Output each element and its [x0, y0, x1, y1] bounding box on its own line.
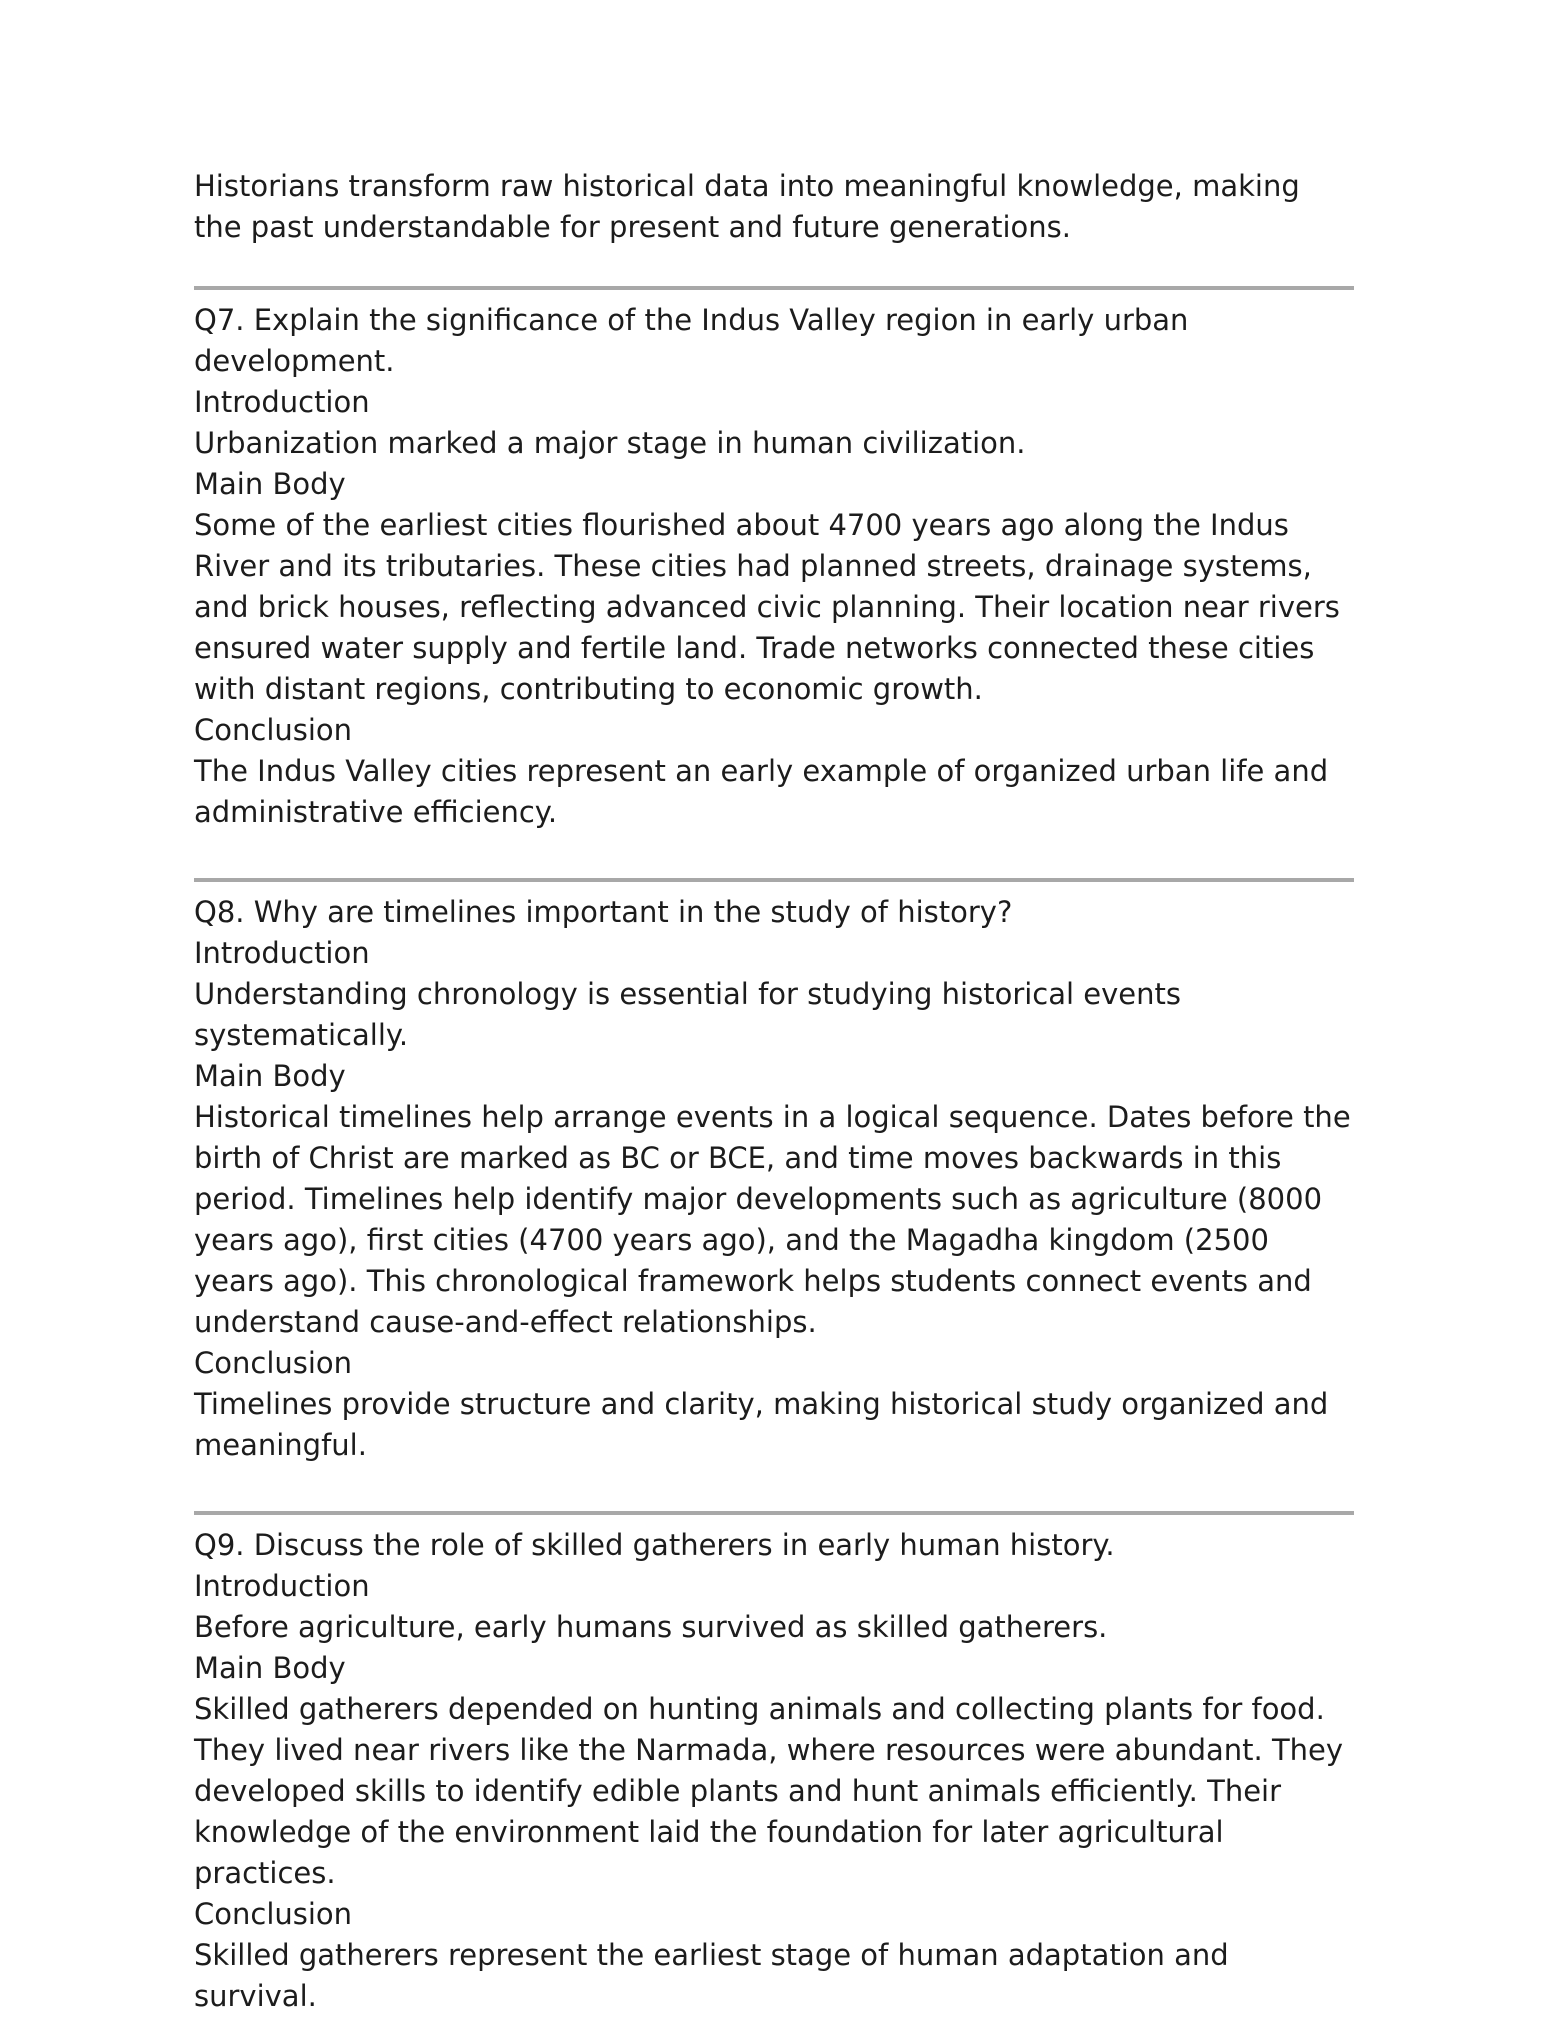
main-body-text: Some of the earliest cities flourished about 4700 years ago along the Indus River and its tributaries. These cities had planned streets, drainage systems, and brick houses, reflecting advanced civic planning. Their location near rivers ensured water supply and fertile land. Trade networks connected these cities with distant regions, contributing to economic growth.: [194, 508, 1340, 706]
question-title: Q9. Discuss the role of skilled gatherers in early human history.: [194, 1528, 1115, 1562]
question-block-q9: [194, 1525, 1354, 2017]
main-body-text: Skilled gatherers depended on hunting animals and collecting plants for food. They lived near rivers like the Narmada, where resources were abundant. They developed skills to identify edible plants and hunt animals efficiently. Their knowledge of the environment laid the foundation for later agricultural practices.: [194, 1692, 1344, 1890]
conclusion-text: Timelines provide structure and clarity, making historical study organized and meaningful.: [194, 1387, 1329, 1462]
section-divider: [194, 878, 1354, 882]
introduction-text: Understanding chronology is essential for studying historical events systematically.: [194, 977, 1182, 1052]
intro-paragraph: Historians transform raw historical data into meaningful knowledge, making the past understandable for present and future generations.: [194, 169, 1300, 244]
question-title: Q8. Why are timelines important in the study of history?: [194, 895, 1013, 929]
introduction-heading: Introduction: [194, 1569, 370, 1603]
section-divider: [194, 286, 1354, 290]
introduction-heading: Introduction: [194, 385, 370, 419]
main-body-heading: Main Body: [194, 1059, 346, 1093]
main-body-heading: Main Body: [194, 1651, 346, 1685]
conclusion-text: The Indus Valley cities represent an early example of organized urban life and administrative efficiency.: [194, 754, 1329, 829]
main-body-heading: Main Body: [194, 467, 346, 501]
document-page: [194, 166, 1354, 2017]
conclusion-text: Skilled gatherers represent the earliest stage of human adaptation and survival.: [194, 1938, 1229, 2013]
conclusion-heading: Conclusion: [194, 713, 353, 747]
section-divider: [194, 1511, 1354, 1515]
question-block-q8: [194, 892, 1354, 1466]
main-body-text: Historical timelines help arrange events in a logical sequence. Dates before the birth of Christ are marked as BC or BCE, and time moves backwards in this period. Timelines help identify major developments such as agriculture (8000 years ago), first cities (4700 years ago), and the Magadha kingdom (2500 years ago). This chronological framework helps students connect events and understand cause-and-effect relationships.: [194, 1100, 1351, 1339]
introduction-text: Urbanization marked a major stage in human civilization.: [194, 426, 1026, 460]
conclusion-heading: Conclusion: [194, 1346, 353, 1380]
introduction-heading: Introduction: [194, 936, 370, 970]
introduction-text: Before agriculture, early humans survived as skilled gatherers.: [194, 1610, 1108, 1644]
conclusion-heading: Conclusion: [194, 1897, 353, 1931]
question-title: Q7. Explain the significance of the Indus Valley region in early urban development.: [194, 303, 1189, 378]
question-block-q7: [194, 300, 1354, 833]
